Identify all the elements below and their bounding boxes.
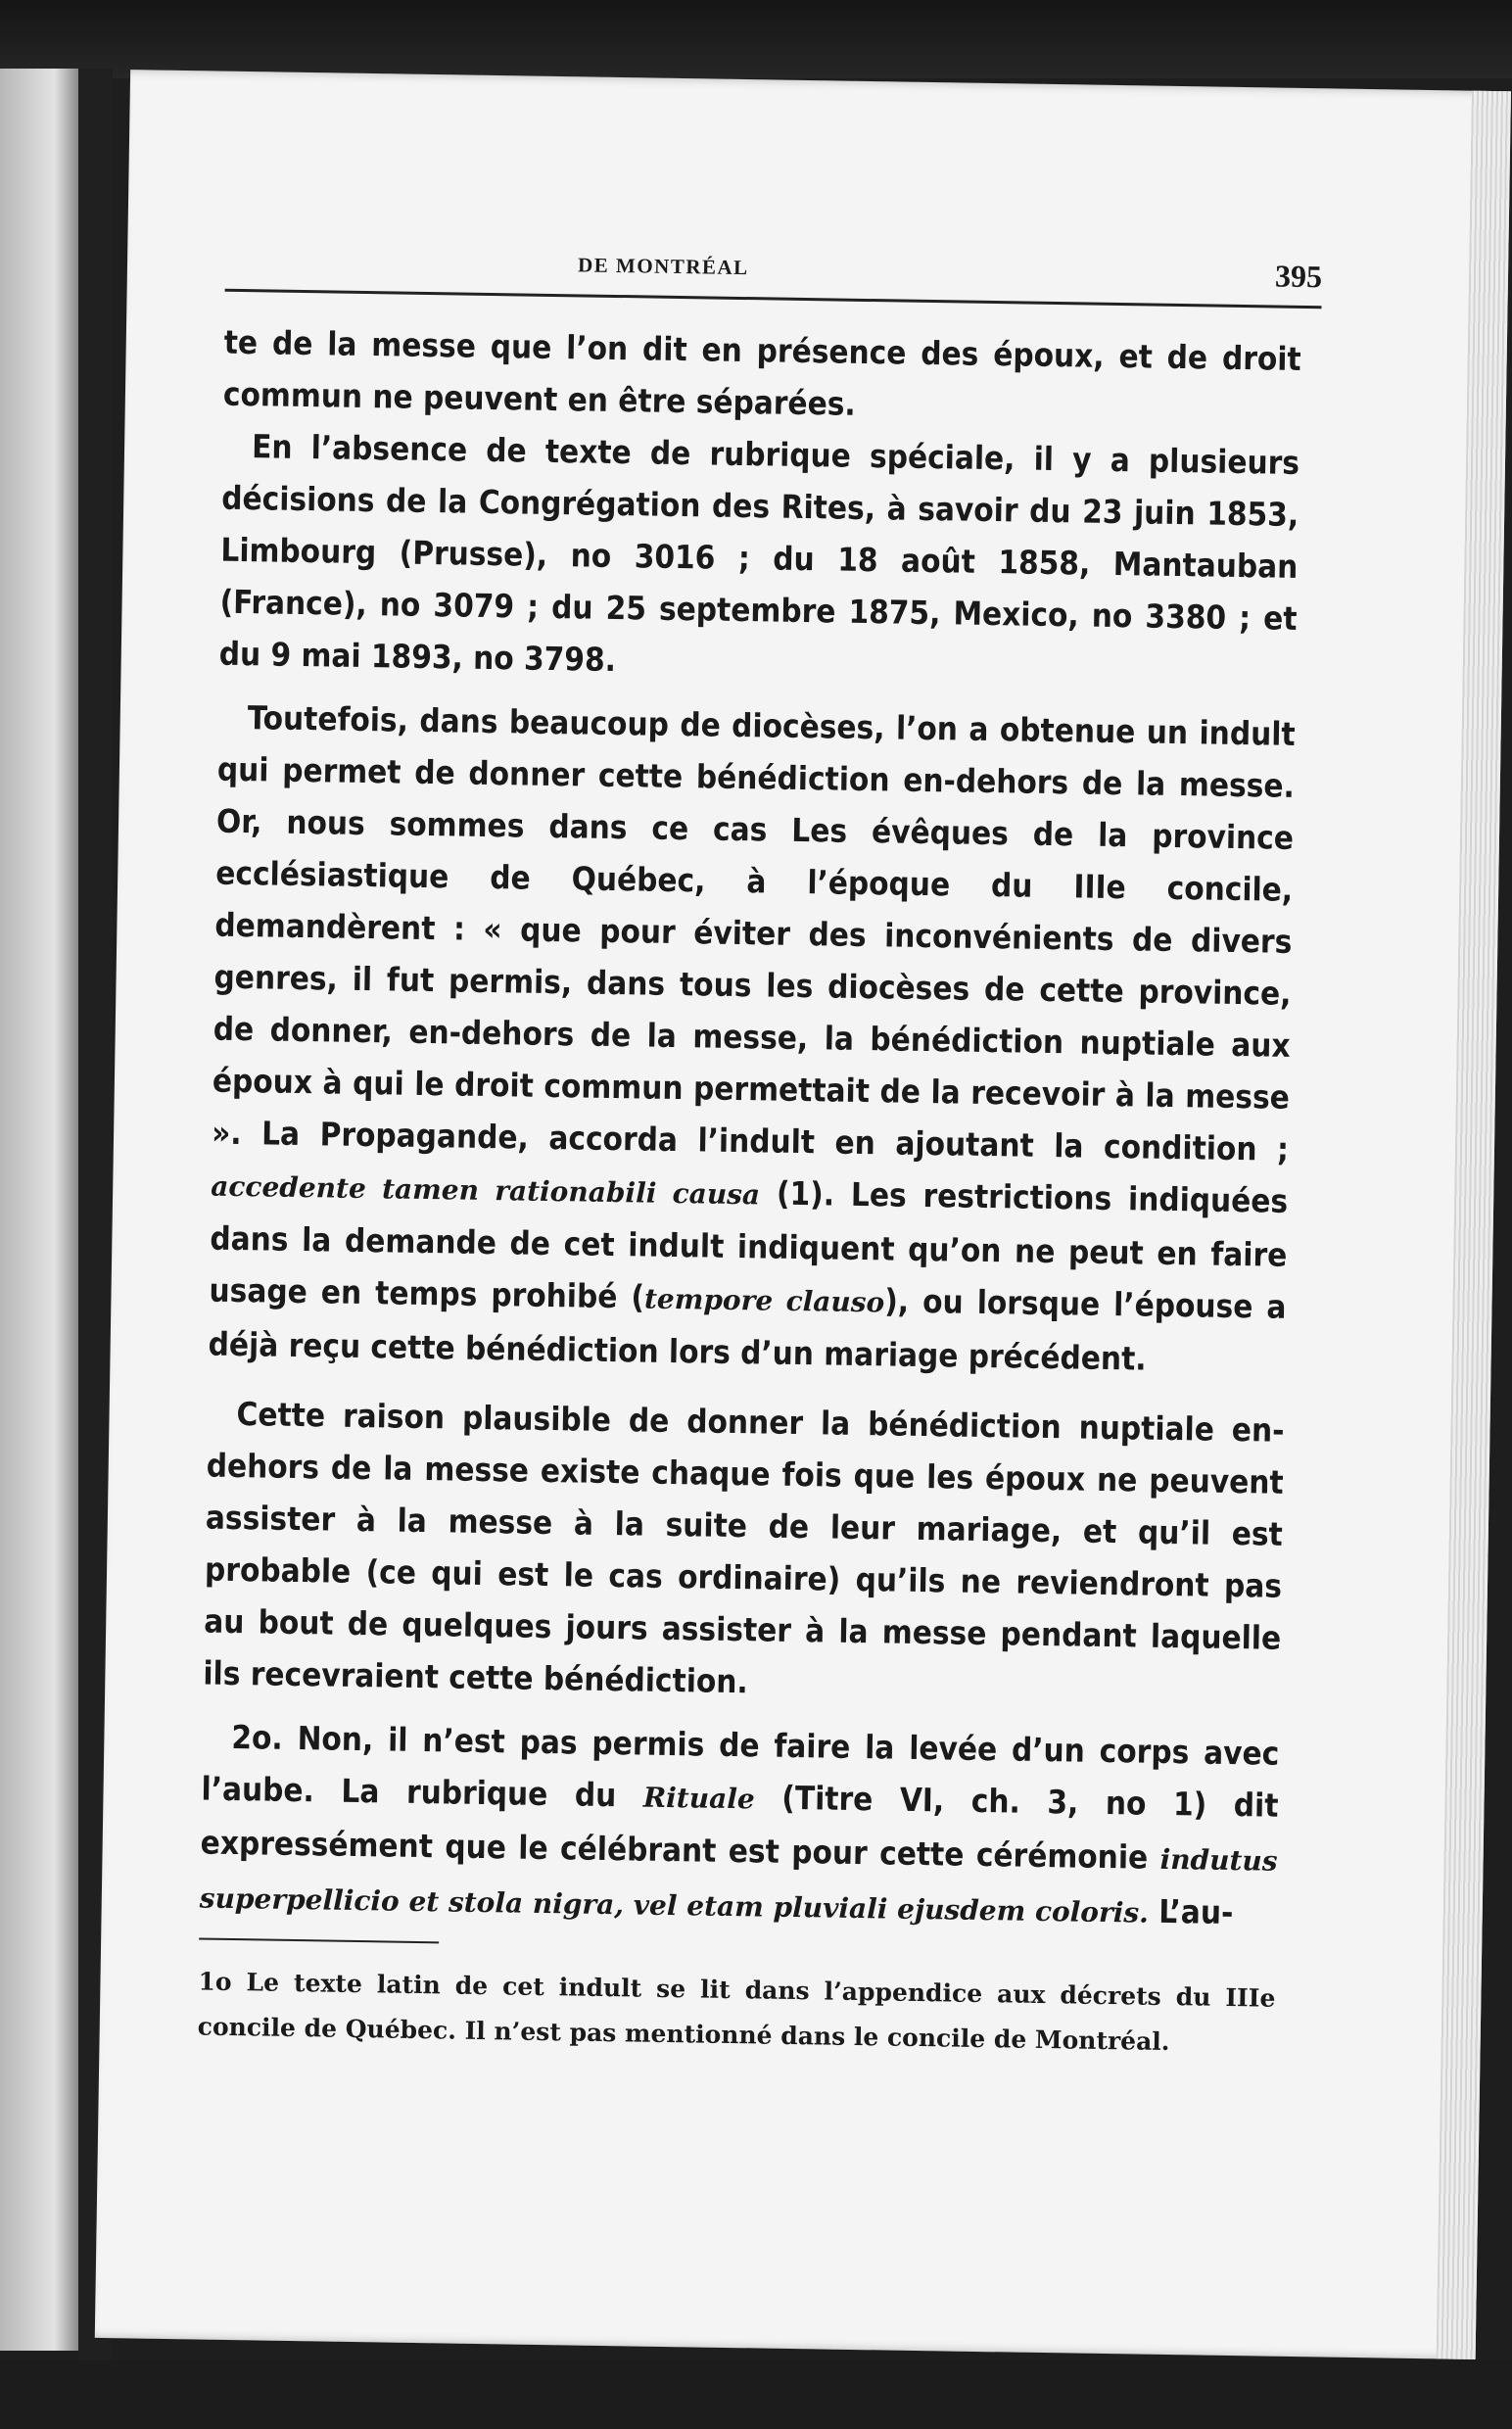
- paragraph-5-text-c: L’au-: [1148, 1891, 1234, 1932]
- paragraph-4: Cette raison plausible de donner la bénédiction nuptiale en-dehors de la messe existe chaque fois que les époux ne peuvent assister à la messe à la suite de leur mariage, et qu’il est probable (ce qui est le cas ordinaire) qu’ils ne reviendront pas au bout de quelques jours assister à la messe pendant laquelle ils recevraient cette bénédiction.: [203, 1395, 1285, 1701]
- page-stack-edge: [1437, 91, 1511, 2359]
- paragraph-3-text-c: ), ou lorsque l’épouse a déjà reçu cette bénédiction lors d’un mariage précédent.: [208, 1281, 1287, 1378]
- book-page: [95, 70, 1511, 2359]
- footnote-rule: [199, 1937, 439, 1943]
- header-rule: [225, 289, 1322, 310]
- facing-page-edge: [0, 69, 78, 2351]
- page-number: 395: [1274, 258, 1323, 295]
- page-content: [197, 248, 1323, 2067]
- paragraph-3-italic-tempore: tempore clauso: [643, 1282, 885, 1319]
- paragraph-5: [199, 1711, 1279, 1941]
- paragraph-3: [208, 691, 1296, 1387]
- paragraph-5-italic-rituale: Rituale: [642, 1781, 755, 1816]
- paragraph-5-text-a: 2o. Non, il n’est pas permis de faire la levée d’un corps avec l’aube. La rubrique du: [201, 1717, 1280, 1815]
- paragraph-1: te de la messe que l’on dit en présence des époux, et de droit commun ne peuvent en être séparées.: [222, 322, 1301, 423]
- scan-background-bottom: [0, 2360, 1512, 2429]
- paragraph-5-italic-latin: indutus superpellicio et stola nigra, vel etam pluviali ejusdem coloris.: [199, 1842, 1278, 1929]
- paragraph-3-text-b: (1). Les restrictions indiquées dans la demande de cet indult indiquent qu’on ne peut en faire usage en temps prohibé (: [209, 1173, 1289, 1316]
- footnote: 1o Le texte latin de cet indult se lit dans l’appendice aux décrets du IIIe concile de Québec. Il n’est pas mentionné dans le concile de Montréal.: [197, 1967, 1276, 2057]
- running-title: DE MONTRÉAL: [577, 253, 749, 280]
- body-text: [199, 316, 1301, 1941]
- paragraph-3-italic-latin: accedente tamen rationabili causa: [210, 1169, 761, 1212]
- paragraph-5-text-b: (Titre VI, ch. 3, no 1) dit expressément que le célébrant est pour cette cérémonie: [200, 1778, 1279, 1877]
- paragraph-3-text-a: Toutefois, dans beaucoup de diocèses, l’on a obtenue un indult qui permet de donner cette bénédiction en-dehors de la messe. Or, nous sommes dans ce cas Les évêques de la province ecclésiastique de Québec, à l’époque du IIIe concile, demandèrent : « que pour éviter des inconvénients de divers genres, il fut permis, dans tous les diocèses de cette province, de donner, en-dehors de la messe, la bénédiction nuptiale aux époux à qui le droit commun permettait de la recevoir à la messe ». La Propagande, accorda l’indult en ajoutant la condition ;: [211, 698, 1296, 1168]
- scan-background-top: [0, 0, 1512, 78]
- paragraph-2: En l’absence de texte de rubrique spéciale, il y a plusieurs décisions de la Congrégation des Rites, à savoir du 23 juin 1853, Limbourg (Prusse), no 3016 ; du 18 août 1858, Mantauban (France), no 3079 ; du 25 septembre 1875, Mexico, no 3380 ; et du 9 mai 1893, no 3798.: [218, 427, 1300, 680]
